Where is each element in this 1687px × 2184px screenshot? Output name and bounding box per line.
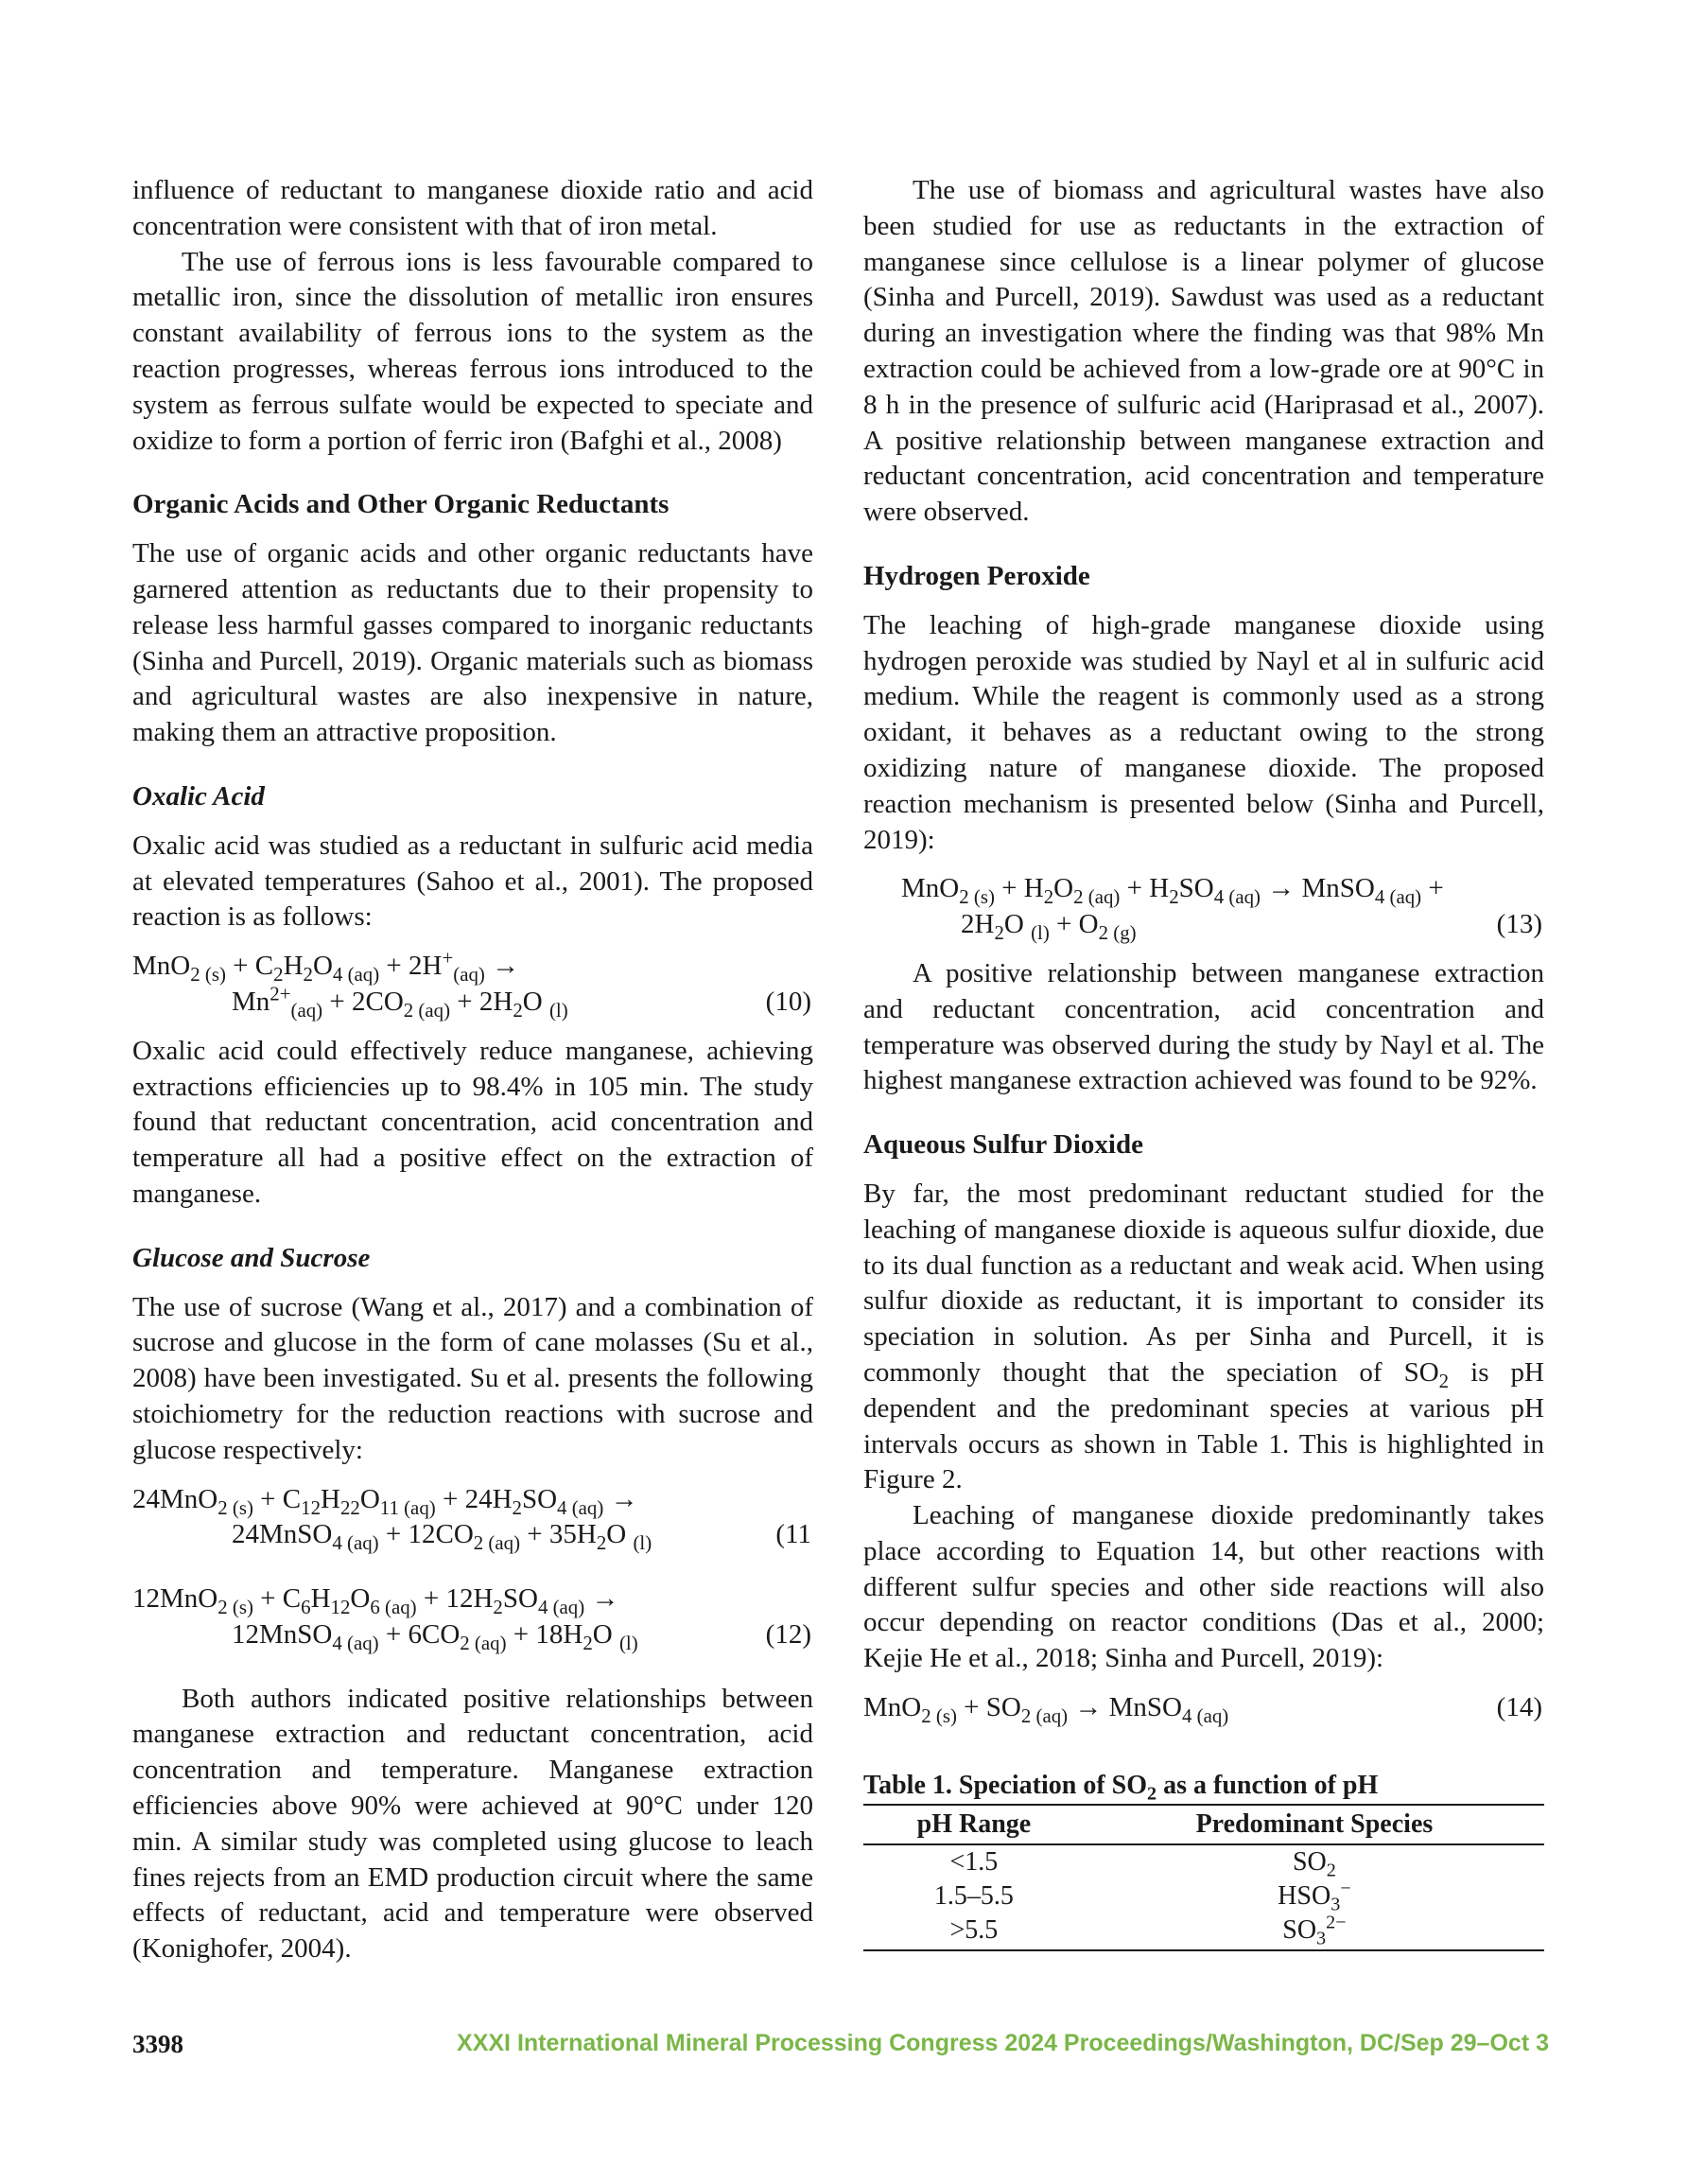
- paragraph: The use of sucrose (Wang et al., 2017) and a combination of sucrose and glucose in the form of cane molasses (Su et al., 2008) have been investigated. Su et al. presents the following stoichiometry for the reduction reactions with sucrose and glucose respectively:: [132, 1291, 813, 1465]
- subscript: 2: [1438, 1369, 1450, 1392]
- equation-number: (10): [765, 986, 811, 1017]
- paragraph: Oxalic acid was studied as a reductant in sulfuric acid media at elevated temperatures (Sahoo et al., 2001). The proposed reaction is as follows:: [132, 830, 813, 933]
- table-title-text: Table 1. Speciation of SO: [863, 1770, 1148, 1800]
- subscript: 2: [1147, 1783, 1157, 1805]
- equation-10: $MnO_{2 (s)} + C_2H_2O_{4 (aq)} + 2H^+_{(aq)}$ → $Mn^{2+}_{(aq)} + 2CO_{2 (aq)} + 2H_2O$ $_{(l)}$ (10): [132, 946, 811, 1022]
- paragraph: The leaching of high-grade manganese dioxide using hydrogen peroxide was studied by Nayl et al in sulfuric acid medium. While the reagent is commonly used as a strong oxidant, it behaves as a reductant owing to the strong oxidizing nature of manganese dioxide. The proposed reaction mechanism is presented below (Sinha and Purcell, 2019):: [863, 609, 1544, 855]
- paragraph: Both authors indicated positive relationships between manganese extraction and reductant concentration, acid concentration and temperature. Manganese extraction efficiencies above 90% were achieved at 90°C under 120 min. A similar study was completed using glucose to leach fines rejects from an EMD production circuit where the same effects of reductant, acid and temperature were observed (Konighofer, 2004).: [132, 1683, 813, 1965]
- page-number: 3398: [132, 2030, 183, 2058]
- table-cell: [1085, 1879, 1544, 1913]
- table-row: [863, 1913, 1544, 1950]
- paragraph: The use of ferrous ions is less favourable compared to metallic iron, since the dissolution of metallic iron ensures constant availability of ferrous ions to the system as the reaction progresses, whereas ferrous ions introduced to the system as ferrous sulfate would be expected to speciate and oxidize to form a portion of ferric iron (Bafghi et al., 2008): [132, 246, 813, 456]
- subscript: 2: [1326, 1860, 1336, 1881]
- species-text: SO: [1282, 1914, 1317, 1945]
- paragraph: influence of reductant to manganese dioxide ratio and acid concentration were consistent with that of iron metal.: [132, 175, 813, 241]
- table-header: pH Range: [863, 1805, 1085, 1844]
- table-header: Predominant Species: [1085, 1805, 1544, 1844]
- section-heading: Organic Acids and Other Organic Reductants: [132, 489, 670, 520]
- paragraph-text: By far, the most predominant reductant studied for the leaching of manganese dioxide is aqueous sulfur dioxide, due to its dual function as a reductant and weak acid. When using sulfur dioxide as reductant, it is important to consider its speciation in solution. As per Sinha and Purcell, it is commonly thought that the speciation of SO: [863, 1178, 1544, 1388]
- paragraph-text: is pH dependent and the predominant species at various pH intervals occurs as shown in Table 1. This is highlighted in Figure 2.: [863, 1356, 1544, 1495]
- subsection-heading: Glucose and Sucrose: [132, 1242, 371, 1273]
- table-cell: >5.5: [863, 1913, 1085, 1950]
- paragraph: Oxalic acid could effectively reduce manganese, achieving extractions efficiencies up to 98.4% in 105 min. The study found that reductant concentration, acid concentration and temperature all had a positive effect on the extraction of manganese.: [132, 1035, 813, 1209]
- equation-number: (12): [765, 1618, 811, 1650]
- equation-number: (14): [1496, 1692, 1542, 1723]
- equation-12: $12MnO_{2 (s)} + C_6H_{12}O_{6 (aq)} + 12H_2SO_{4 (aq)}$ → 12MnSO$_{4 (aq)}$ + $6CO_{2 (aq)} + 18H_2O$ $_{(l)}$ (12): [132, 1583, 811, 1654]
- right-column: [863, 173, 1544, 1951]
- species-text: SO: [1292, 1846, 1327, 1877]
- subscript: 3: [1330, 1894, 1341, 1915]
- table-row: [863, 1844, 1544, 1879]
- speciation-table: [863, 1804, 1544, 1951]
- equation-14: $MnO_{2 (s)} + SO_{2 (aq)}$ → MnSO$_{4 (aq)}$ (14): [863, 1692, 1542, 1727]
- equation-13: $MnO_{2 (s)} + H_2O_{2 (aq)} + H_2SO_{4 (aq)}$ → MnSO$_{4 (aq)}$ + $2H_2O$ $_{(l)} + O_{2 (g)}$ (13): [901, 873, 1542, 944]
- equation-number: (13): [1496, 909, 1542, 940]
- paragraph: The use of organic acids and other organic reductants have garnered attention as reductants due to their propensity to release less harmful gasses compared to inorganic reductants (Sinha and Purcell, 2019). Organic materials such as biomass and agricultural wastes are also inexpensive in nature, making them an attractive proposition.: [132, 538, 813, 748]
- table-cell: [1085, 1844, 1544, 1879]
- paragraph: The use of biomass and agricultural wastes have also been studied for use as reductants in the extraction of manganese since cellulose is a linear polymer of glucose (Sinha and Purcell, 2019). Sawdust was used as a reductant during an investigation where the finding was that 98% Mn extraction could be achieved from a low-grade ore at 90°C in 8 h in the presence of sulfuric acid (Hariprasad et al., 2007). A positive relationship between manganese extraction and reductant concentration, acid concentration and temperature were observed.: [863, 175, 1544, 528]
- section-heading: Hydrogen Peroxide: [863, 560, 1090, 591]
- section-heading: Aqueous Sulfur Dioxide: [863, 1129, 1143, 1161]
- subscript: 3: [1316, 1928, 1327, 1949]
- table-row: [863, 1879, 1544, 1913]
- equation-number: (11: [775, 1519, 811, 1550]
- paragraph: [863, 1177, 1544, 1498]
- table-cell: <1.5: [949, 1846, 999, 1877]
- left-column: [132, 173, 813, 1967]
- paragraph: A positive relationship between manganese extraction and reductant concentration, acid concentration and temperature was observed during the study by Nayl et al. The highest manganese extraction achieved was found to be 92%.: [863, 957, 1544, 1096]
- species-text: HSO: [1278, 1880, 1331, 1911]
- paragraph: Leaching of manganese dioxide predominantly takes place according to Equation 14, but other reactions with different sulfur species and other side reactions will also occur depending on reactor conditions (Das et al., 2000; Kejie He et al., 2018; Sinha and Purcell, 2019):: [863, 1500, 1544, 1674]
- subsection-heading: Oxalic Acid: [132, 780, 265, 812]
- equation-11: $24MnO_{2 (s)} + C_{12}H_{22}O_{11 (aq)} + 24H_2SO_{4 (aq)}$ → 24MnSO$_{4 (aq)}$ + $12CO_{2 (aq)} + 35H_2O$ $_{(l)}$ (11: [132, 1483, 811, 1555]
- table-cell: [1085, 1913, 1544, 1950]
- superscript: 2−: [1326, 1912, 1347, 1933]
- footer-title: XXXI International Mineral Processing Congress 2024 Proceedings/Washington, DC/Sep 29–Oct 3: [457, 2030, 1549, 2056]
- table-cell: 1.5–5.5: [933, 1880, 1014, 1911]
- superscript: −: [1340, 1878, 1351, 1899]
- table-title: [863, 1768, 1544, 1804]
- table-title-text: as a function of pH: [1157, 1770, 1379, 1800]
